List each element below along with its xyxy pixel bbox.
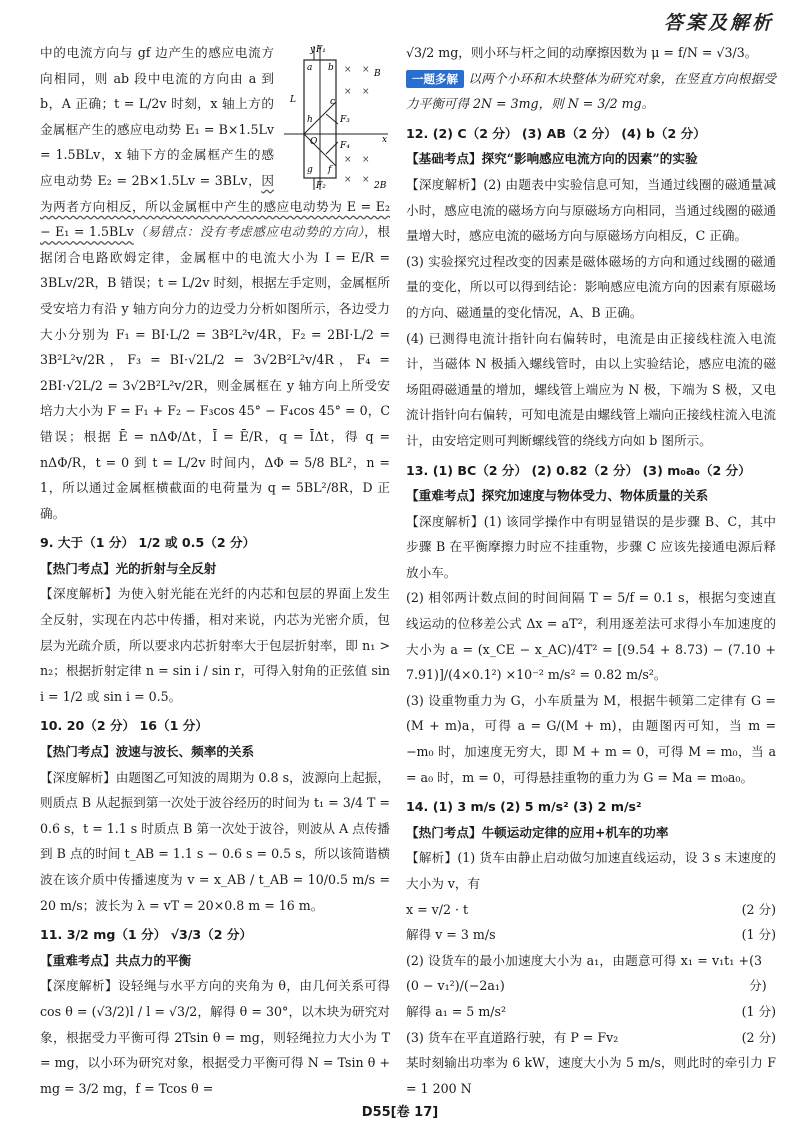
page-footer: D55[卷 17] [361, 1105, 439, 1120]
label-c: c [330, 97, 336, 107]
svg-text:×: × [344, 65, 352, 75]
force-diagram [280, 42, 390, 192]
q11-analysis: 【深度解析】设轻绳与水平方向的夹角为 θ，由几何关系可得 cos θ = (√3/2)l / l = √3/2，解得 θ = 30°，以木块为研究对象，根据受力平衡可得 2Tsin θ = mg，则轻绳拉力大小为 T = mg，以小环为研究对象，根据受力平衡可得 N = Tsin θ + mg = 3/2 mg，f = Tcos θ = [40, 978, 390, 1096]
alt-solution [406, 66, 776, 117]
q13-analysis-1: 【深度解析】(1) 该同学操作中有明显错误的是步骤 B、C，其中步骤 B 在平衡摩擦力时应不挂重物，步骤 C 应该先接通电源后释放小车。 [406, 513, 776, 580]
field-markers [344, 65, 370, 185]
label-o: O [310, 137, 318, 147]
q13-analysis-2: (2) 相邻两计数点间的时间间隔 T = 5/f = 0.1 s，根据匀变速直线运动的位移差公式 Δx = aT²，利用逐差法可求得小车加速度的大小为 a = (x_CE − x_AC)/4T² = [(9.54 + 8.73) − (7.10 + 7.91)]/(4×0.1²) ×10⁻² m/s² = 0.82 m/s²。 [406, 590, 776, 683]
label-g: g [307, 165, 313, 175]
q14-eq-4: 解得 a₁ = 5 m/s² (1 分) [406, 1003, 776, 1019]
label-h: h [307, 115, 313, 125]
q14-analysis-1: 【解析】(1) 货车由静止启动做匀加速直线运动，设 3 s 末速度的大小为 v，有 [406, 850, 776, 891]
q14-eq-3: (2) 设货车的最小加速度大小为 a₁，由题意可得 x₁ = v₁t₁ + (0 − v₁²)/(−2a₁) (3 分) [406, 952, 767, 994]
page-header-title: 答案及解析 [663, 12, 774, 34]
svg-text:×: × [362, 87, 370, 97]
q11-continuation: √3/2 mg，则小环与杆之间的动摩擦因数为 μ = f/N = √3/3。 [406, 45, 758, 60]
label-B: B [374, 69, 381, 79]
q13-analysis-3: (3) 设重物重力为 G，小车质量为 M，根据牛顿第二定律有 G = (M + m)a，可得 a = G/(M + m)，由题图丙可知，当 m = −m₀ 时，加速度无穷大，即 M + m = 0，可得 M = m₀，当 a = a₀ 时，m = 0，可得悬挂重物的重力为 G = Ma = m₀a₀。 [406, 692, 776, 785]
label-L: L [290, 95, 296, 105]
q8-underlined-text: 因为两者方向相反，所以金属框中产生的感应电动势为 E = E₂ − E₁ = 1.5BLv [40, 172, 390, 240]
q14-answer: 14. (1) 3 m/s (2) 5 m/s² (3) 2 m/s² [406, 799, 642, 815]
q14-eq-2: 解得 v = 3 m/s (1 分) [406, 927, 776, 943]
q13-topic: 【重难考点】探究加速度与物体受力、物体质量的关系 [406, 488, 709, 504]
q8-continuation: 中的电流方向与 gf 边产生的感应电流方向相同，则 ab 段中电流的方向由 a 到 b，A 正确；t = L/2v 时刻，x 轴上方的金属框产生的感应电动势 E₁ = B×1.5Lv = 1.5BLv，x 轴下方的金属框产生的感应电动势 E₂ = 2B×1.5Lv = 3BLv，因为两者方向相反，所以金属框中产生的感应电动势为 E = E₂ − E₁ = 1.5BLv（易错点：没有考虑感应电动势的方向），根据闭合电路欧姆定律，金属框中的电流大小为 I = E/R = 3BLv/2R，B 错误；t = L/2v 时刻，根据左手定则，金属框所受安培力有沿 y 轴方向分力的边受力分析如图所示，各边受力大小分别为 F₁ = BI·L/2 = 3B²L²v/4R，F₂ = 2BI·L/2 = 3B²L²v/2R，F₃ = BI·√2L/2 = 3√2B²L²v/4R，F₄ = 2BI·√2L/2 = 3√2B²L²v/2R，则金属框在 y 轴方向上所受安培力大小为 F = F₁ + F₂ − F₃cos 45° − F₄cos 45° = 0，C 错误；根据 Ē = nΔΦ/Δt，Ī = Ē/R，q = ĪΔt，得 q = nΔΦ/R，t = 0 到 t = L/2v 时间内，ΔΦ = 5/8 BL²，n = 1，所以通过金属框横截面的电荷量为 q = 5BL²/8R，D 正确。 [40, 45, 391, 521]
q9-answer: 9. 大于（1 分） 1/2 或 0.5（2 分） [40, 535, 256, 551]
q14-eq-5: (3) 货车在平直道路行驶，有 P = Fv₂ (2 分) [406, 1029, 776, 1045]
q8-error-note: （易错点：没有考虑感应电动势的方向） [133, 224, 365, 240]
q14-eq-6: 某时刻输出功率为 6 kW，速度大小为 5 m/s，则此时的牵引力 F = 1 200 N [406, 1055, 776, 1096]
svg-text:×: × [362, 65, 370, 75]
q12-topic: 【基础考点】探究“影响感应电流方向的因素”的实验 [406, 151, 698, 167]
q10-topic: 【热门考点】波速与波长、频率的关系 [40, 744, 255, 760]
q9-topic: 【热门考点】光的折射与全反射 [40, 560, 217, 576]
q11-answer: 11. 3/2 mg（1 分） √3/3（2 分） [40, 927, 253, 943]
label-b: b [328, 63, 334, 73]
label-f: f [328, 165, 332, 175]
svg-text:×: × [344, 175, 352, 185]
q13-answer: 13. (1) BC（2 分） (2) 0.82（2 分） (3) m₀a₀（2 分） [406, 462, 751, 478]
left-column [40, 40, 390, 1101]
q14-topic: 【热门考点】牛顿运动定律的应用+机车的功率 [406, 824, 669, 840]
q12-analysis-4: (4) 已测得电流计指针向右偏转时，电流是由正接线柱流入电流计，当磁体 N 极插入螺线管时，由以上实验结论，感应电流的磁场阻碍磁通量的增加，螺线管上端应为 N 极，下端为 S 极，又电流计指针向右偏转，可知电流是由螺线管上端向正接线柱流入电流计，由安培定则可判断螺线管的绕线方向如 b 图所示。 [406, 330, 776, 448]
q10-answer: 10. 20（2 分） 16（1 分） [40, 718, 208, 734]
svg-text:×: × [362, 155, 370, 165]
alt-solution-text: 以两个小环和木块整体为研究对象，在竖直方向根据受力平衡可得 2N = 3mg，则 N = 3/2 mg。 [406, 70, 776, 112]
label-y: y [310, 45, 316, 55]
svg-text:×: × [344, 87, 352, 97]
label-f4: F₄ [340, 141, 350, 151]
q11-topic: 【重难考点】共点力的平衡 [40, 952, 192, 968]
label-f3: F₃ [340, 115, 350, 125]
q12-analysis-2: 【深度解析】(2) 由题表中实验信息可知，当通过线圈的磁通量减小时，感应电流的磁场方向与原磁场方向相同，当通过线圈的磁通量增大时，感应电流的磁场方向与原磁场方向相反，C 正确。 [406, 176, 776, 244]
svg-text:×: × [344, 155, 352, 165]
q12-answer: 12. (2) C（2 分） (3) AB（2 分） (4) b（2 分） [406, 125, 706, 141]
svg-text:×: × [362, 175, 370, 185]
right-column [406, 40, 776, 1101]
label-2b: 2B [374, 181, 387, 191]
label-a: a [307, 63, 313, 73]
q12-analysis-3: (3) 实验探究过程改变的因素是磁体磁场的方向和通过线圈的磁通量的变化，所以可以得到结论：影响感应电流方向的因素有原磁场的方向、磁通量的变化情况，A、B 正确。 [406, 253, 776, 320]
q14-eq-1: x = v/2 · t (2 分) [406, 901, 776, 917]
label-f2: F₂ [316, 181, 326, 191]
q9-analysis: 【深度解析】为使入射光能在光纤的内芯和包层的界面上发生全反射，实现在内芯中传播，相对来说，内芯为光密介质，包层为光疏介质，所以要求内芯折射率大于包层折射率，即 n₁ > n₂；根据折射定律 n = sin i / sin r，可得入射角的正弦值 sin i = 1/2 或 sin i = 0.5。 [40, 586, 390, 704]
label-f1: F₁ [316, 45, 326, 55]
alt-solution-badge: 一题多解 [406, 70, 464, 88]
label-x: x [382, 135, 388, 145]
q10-analysis: 【深度解析】由题图乙可知波的周期为 0.8 s，波源向上起振，则质点 B 从起振到第一次处于波谷经历的时间为 t₁ = 3/4 T = 0.6 s，t = 1.1 s 时质点 B 第一次处于波谷，则波从 A 点传播到 B 点的时间 t_AB = 1.1 s − 0.6 s = 0.5 s，所以该简谐横波在该介质中传播速度为 v = x_AB / t_AB = 10/0.5 m/s = 20 m/s；波长为 λ = vT = 20×0.8 m = 16 m。 [40, 769, 390, 913]
